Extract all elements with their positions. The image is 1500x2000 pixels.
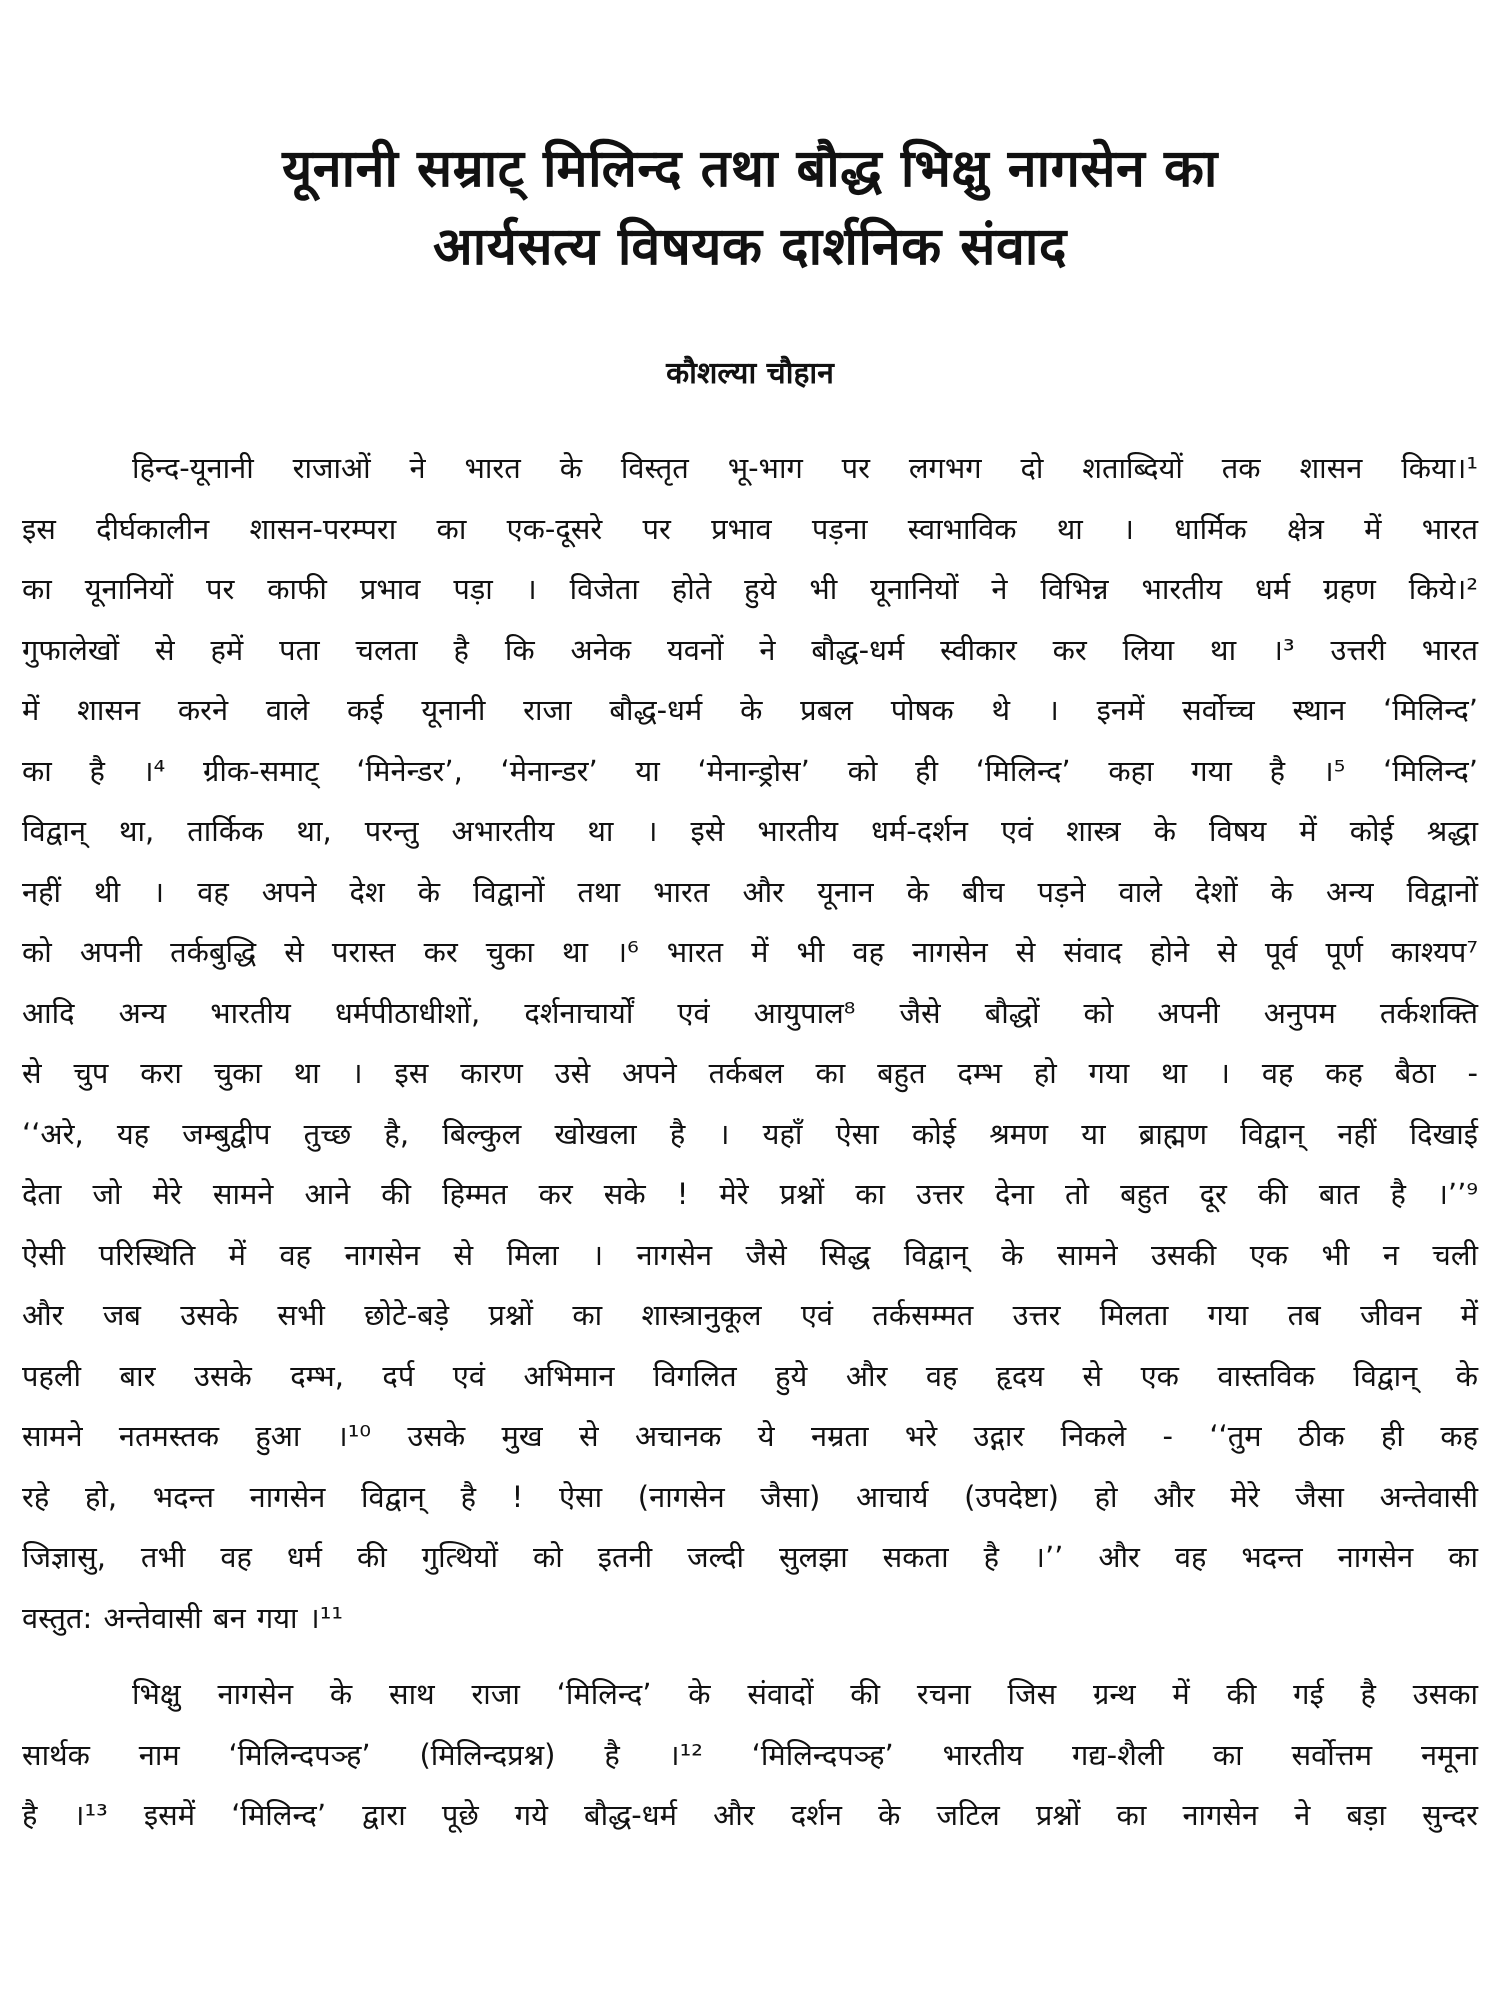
- text-line: हिन्द-यूनानी राजाओं ने भारत के विस्तृत भू-भाग पर लगभग दो शताब्दियों तक शासन किया।¹: [132, 451, 1478, 485]
- text-line: भिक्षु नागसेन के साथ राजा ‘मिलिन्द’ के संवादों की रचना जिस ग्रन्थ में की गई है उसका: [132, 1677, 1478, 1711]
- text-line: का है ।⁴ ग्रीक-समाट् ‘मिनेन्डर’, ‘मेनान्डर’ या ‘मेनान्ड्रोस’ को ही ‘मिलिन्द’ कहा गया है ।⁵ ‘मिलिन्द’: [22, 753, 1478, 788]
- text-line: वस्तुत: अन्तेवासी बन गया ।¹¹: [22, 1600, 344, 1635]
- text-line: देता जो मेरे सामने आने की हिम्मत कर सके ! मेरे प्रश्नों का उत्तर देना तो बहुत दूर की बात है ।’’⁹: [22, 1177, 1478, 1211]
- author-name: कौशल्या चौहान: [666, 356, 834, 391]
- text-line: इस दीर्घकालीन शासन-परम्परा का एक-दूसरे पर प्रभाव पड़ना स्वाभाविक था । धार्मिक क्षेत्र में भारत: [22, 511, 1478, 546]
- text-line: विद्वान् था, तार्किक था, परन्तु अभारतीय था । इसे भारतीय धर्म-दर्शन एवं शास्त्र के विषय में कोई श्रद्धा: [22, 814, 1478, 848]
- text-line: सार्थक नाम ‘मिलिन्दपञ्ह’ (मिलिन्दप्रश्न) है ।¹² ‘मिलिन्दपञ्ह’ भारतीय गद्य-शैली का सर्वोत्तम नमूना: [22, 1737, 1478, 1772]
- text-line: से चुप करा चुका था । इस कारण उसे अपने तर्कबल का बहुत दम्भ हो गया था । वह कह बैठा -: [22, 1056, 1478, 1090]
- paragraph-2: [22, 1664, 1478, 1846]
- article-title: [22, 130, 1478, 286]
- text-line: को अपनी तर्कबुद्धि से परास्त कर चुका था ।⁶ भारत में भी वह नागसेन से संवाद होने से पूर्व पूर्ण काश्यप⁷: [22, 935, 1478, 969]
- text-line: में शासन करने वाले कई यूनानी राजा बौद्ध-धर्म के प्रबल पोषक थे । इनमें सर्वोच्च स्थान ‘मिलिन्द’: [22, 693, 1478, 727]
- text-line: जिज्ञासु, तभी वह धर्म की गुत्थियों को इतनी जल्दी सुलझा सकता है ।’’ और वह भदन्त नागसेन का: [22, 1540, 1478, 1574]
- title-line-1: यूनानी सम्राट् मिलिन्द तथा बौद्ध भिक्षु नागसेन का: [282, 139, 1218, 199]
- text-line: आदि अन्य भारतीय धर्मपीठाधीशों, दर्शनाचार्यों एवं आयुपाल⁸ जैसे बौद्धों को अपनी अनुपम तर्कशक्ति: [22, 995, 1478, 1030]
- text-line: है ।¹³ इसमें ‘मिलिन्द’ द्वारा पूछे गये बौद्ध-धर्म और दर्शन के जटिल प्रश्नों का नागसेन ने बड़ा सुन्दर: [22, 1798, 1478, 1832]
- text-line: का यूनानियों पर काफी प्रभाव पड़ा । विजेता होते हुये भी यूनानियों ने विभिन्न भारतीय धर्म ग्रहण किये।²: [22, 572, 1478, 606]
- text-line: नहीं थी । वह अपने देश के विद्वानों तथा भारत और यूनान के बीच पड़ने वाले देशों के अन्य विद्वानों: [22, 874, 1479, 909]
- text-line: पहली बार उसके दम्भ, दर्प एवं अभिमान विगलित हुये और वह हृदय से एक वास्तविक विद्वान् के: [22, 1358, 1478, 1393]
- text-line: सामने नतमस्तक हुआ ।¹⁰ उसके मुख से अचानक ये नम्रता भरे उद्गार निकले - ‘‘तुम ठीक ही कह: [22, 1419, 1478, 1453]
- title-line-2: आर्यसत्य विषयक दार्शनिक संवाद: [433, 217, 1067, 277]
- text-line: गुफालेखों से हमें पता चलता है कि अनेक यवनों ने बौद्ध-धर्म स्वीकार कर लिया था ।³ उत्तरी भारत: [22, 632, 1478, 667]
- text-line: रहे हो, भदन्त नागसेन विद्वान् है ! ऐसा (नागसेन जैसा) आचार्य (उपदेष्टा) हो और मेरे जैसा अन्तेवासी: [22, 1479, 1478, 1514]
- text-line: ऐसी परिस्थिति में वह नागसेन से मिला । नागसेन जैसे सिद्ध विद्वान् के सामने उसकी एक भी न चली: [22, 1237, 1478, 1272]
- text-line: ‘‘अरे, यह जम्बुद्वीप तुच्छ है, बिल्कुल खोखला है । यहाँ ऐसा कोई श्रमण या ब्राह्मण विद्वान् नहीं दिखाई: [22, 1116, 1478, 1151]
- paragraph-1: [22, 438, 1478, 1648]
- text-line: और जब उसके सभी छोटे-बड़े प्रश्नों का शास्त्रानुकूल एवं तर्कसम्मत उत्तर मिलता गया तब जीवन में: [22, 1298, 1478, 1332]
